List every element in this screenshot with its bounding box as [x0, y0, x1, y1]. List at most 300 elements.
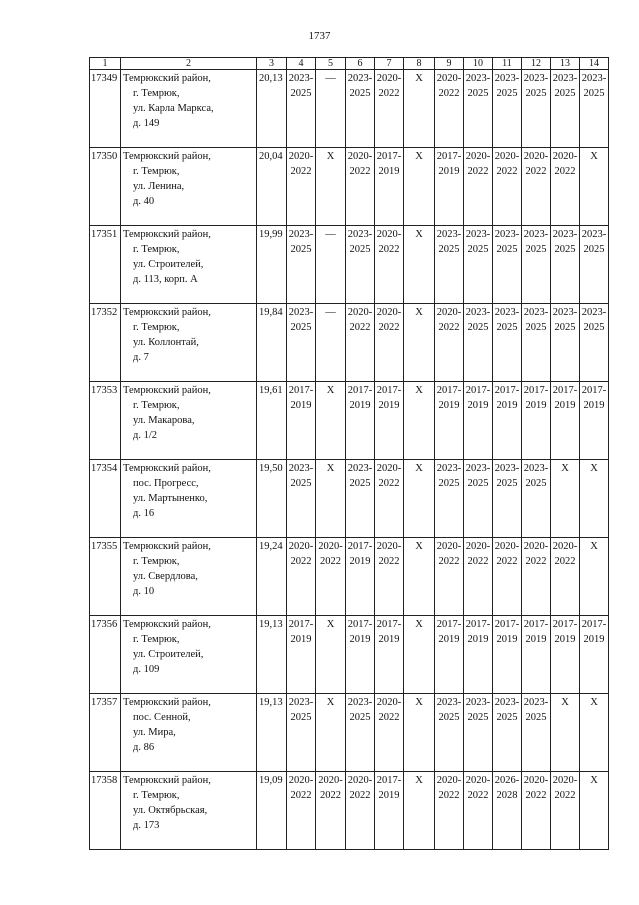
period-part: 2017-: [376, 775, 402, 786]
period-part: 2025: [525, 478, 547, 489]
period-part: 2022: [320, 790, 341, 801]
period-part: 2020-: [523, 151, 549, 162]
address-line: д. 149: [133, 118, 160, 129]
period-cell: [287, 382, 316, 460]
period-cell: [346, 694, 375, 772]
address-cell: [121, 304, 257, 382]
column-header: 5: [316, 58, 346, 70]
period-part: 2023-: [581, 307, 607, 318]
period-cell: [287, 538, 316, 616]
period-part: 2022: [525, 166, 547, 177]
period-cell: [522, 772, 551, 850]
period-part: Х: [415, 151, 423, 162]
period-cell: [404, 772, 435, 850]
period-cell: [493, 460, 522, 538]
period-cell: [464, 460, 493, 538]
record-number: 17350: [90, 148, 121, 226]
period-part: 2023-: [523, 307, 549, 318]
period-part: 2022: [554, 166, 576, 177]
area-cell: 19,99: [257, 226, 287, 304]
period-part: 2023-: [494, 229, 520, 240]
address-line: ул. Ленина,: [133, 181, 185, 192]
period-part: 2023-: [581, 73, 607, 84]
period-part: 2023-: [288, 463, 314, 474]
period-cell: [316, 70, 346, 148]
period-cell: [493, 538, 522, 616]
period-cell: [493, 304, 522, 382]
period-cell: [522, 460, 551, 538]
period-part: 2020-: [523, 541, 549, 552]
period-part: 2020-: [347, 151, 373, 162]
period-part: 2019: [349, 400, 371, 411]
address-line: д. 86: [133, 742, 155, 753]
period-cell: [522, 382, 551, 460]
period-cell: [287, 772, 316, 850]
period-part: 2020-: [552, 151, 578, 162]
period-part: 2019: [438, 166, 460, 177]
period-part: 2025: [467, 712, 489, 723]
period-part: 2022: [438, 88, 460, 99]
period-cell: [580, 538, 609, 616]
period-part: 2022: [467, 790, 489, 801]
period-cell: [551, 148, 580, 226]
period-cell: [375, 616, 404, 694]
period-part: 2025: [290, 478, 312, 489]
period-part: 2025: [496, 322, 518, 333]
period-cell: [287, 70, 316, 148]
column-header: 2: [121, 58, 257, 70]
address-line: Темрюкский район,: [123, 73, 211, 84]
period-part: Х: [561, 697, 569, 708]
period-part: 2020-: [288, 151, 314, 162]
period-part: 2023-: [288, 73, 314, 84]
period-part: 2022: [438, 322, 460, 333]
period-part: 2020-: [288, 541, 314, 552]
period-part: 2025: [554, 322, 576, 333]
period-cell: [375, 538, 404, 616]
period-part: 2019: [583, 400, 605, 411]
period-part: 2017-: [436, 619, 462, 630]
period-cell: [346, 70, 375, 148]
period-cell: [375, 70, 404, 148]
period-cell: [404, 616, 435, 694]
period-part: 2028: [496, 790, 518, 801]
period-part: Х: [415, 385, 423, 396]
column-header: 14: [580, 58, 609, 70]
period-cell: [375, 382, 404, 460]
period-cell: [464, 694, 493, 772]
period-part: 2025: [525, 712, 547, 723]
period-part: 2019: [378, 790, 400, 801]
period-cell: [375, 226, 404, 304]
period-part: 2020-: [436, 73, 462, 84]
address-line: ул. Коллонтай,: [133, 337, 199, 348]
column-header: 3: [257, 58, 287, 70]
address-line: Темрюкский район,: [123, 463, 211, 474]
column-header: 13: [551, 58, 580, 70]
period-cell: [464, 226, 493, 304]
period-part: 2023-: [465, 697, 491, 708]
table-row: [90, 694, 609, 772]
period-part: Х: [415, 619, 423, 630]
area-cell: 19,61: [257, 382, 287, 460]
period-cell: [551, 772, 580, 850]
period-part: Х: [415, 307, 423, 318]
period-cell: [551, 226, 580, 304]
address-line: Темрюкский район,: [123, 775, 211, 786]
period-part: 2020-: [376, 541, 402, 552]
period-part: 2017-: [288, 385, 314, 396]
period-part: 2017-: [347, 541, 373, 552]
address-line: пос. Сенной,: [133, 712, 191, 723]
period-part: 2025: [525, 88, 547, 99]
period-part: 2019: [438, 400, 460, 411]
period-cell: [464, 538, 493, 616]
period-cell: [346, 616, 375, 694]
period-cell: [551, 694, 580, 772]
period-part: 2019: [349, 634, 371, 645]
address-line: ул. Мира,: [133, 727, 176, 738]
period-part: 2020-: [376, 697, 402, 708]
record-number: 17354: [90, 460, 121, 538]
period-cell: [316, 226, 346, 304]
period-cell: [346, 304, 375, 382]
period-cell: [316, 538, 346, 616]
address-line: д. 173: [133, 820, 160, 831]
period-part: 2019: [554, 400, 576, 411]
period-cell: [580, 148, 609, 226]
address-line: ул. Свердлова,: [133, 571, 198, 582]
period-part: 2020-: [376, 463, 402, 474]
period-cell: [493, 694, 522, 772]
period-cell: [375, 694, 404, 772]
period-part: 2017-: [523, 619, 549, 630]
period-part: Х: [326, 619, 335, 630]
period-part: 2019: [496, 634, 518, 645]
period-cell: [580, 694, 609, 772]
period-part: 2022: [349, 322, 371, 333]
period-part: 2020-: [347, 775, 373, 786]
period-part: 2019: [525, 634, 547, 645]
address-line: ул. Строителей,: [133, 649, 204, 660]
period-part: 2019: [525, 400, 547, 411]
period-part: 2025: [525, 244, 547, 255]
period-cell: [346, 460, 375, 538]
area-cell: 19,13: [257, 694, 287, 772]
address-line: д. 1/2: [133, 430, 158, 441]
period-part: Х: [561, 463, 569, 474]
period-part: 2019: [290, 400, 312, 411]
period-part: 2022: [378, 712, 400, 723]
period-part: 2017-: [581, 619, 607, 630]
period-part: Х: [590, 541, 598, 552]
address-line: Темрюкский район,: [123, 307, 211, 318]
period-part: 2022: [438, 556, 460, 567]
address-cell: [121, 70, 257, 148]
area-cell: 19,24: [257, 538, 287, 616]
period-cell: [435, 226, 464, 304]
area-cell: 19,50: [257, 460, 287, 538]
period-cell: [346, 148, 375, 226]
period-part: 2023-: [552, 73, 578, 84]
period-cell: [287, 148, 316, 226]
period-cell: [404, 382, 435, 460]
period-cell: [464, 772, 493, 850]
address-line: Темрюкский район,: [123, 229, 211, 240]
period-part: 2025: [467, 322, 489, 333]
period-part: 2017-: [494, 619, 520, 630]
table-row: [90, 460, 609, 538]
period-cell: [287, 616, 316, 694]
period-part: 2017-: [552, 619, 578, 630]
record-number: 17357: [90, 694, 121, 772]
period-part: 2023-: [347, 229, 373, 240]
period-part: 2017-: [288, 619, 314, 630]
period-part: 2022: [349, 166, 371, 177]
column-number-row: [90, 58, 609, 70]
period-cell: [551, 460, 580, 538]
period-part: 2022: [349, 790, 371, 801]
period-cell: [493, 226, 522, 304]
period-part: 2025: [496, 478, 518, 489]
column-header: 10: [464, 58, 493, 70]
period-cell: [551, 304, 580, 382]
period-cell: [435, 616, 464, 694]
column-header: 1: [90, 58, 121, 70]
period-part: 2025: [467, 244, 489, 255]
period-part: 2020-: [436, 541, 462, 552]
period-part: 2022: [467, 166, 489, 177]
period-cell: [522, 226, 551, 304]
period-cell: [346, 382, 375, 460]
period-part: 2022: [378, 556, 400, 567]
period-cell: [551, 616, 580, 694]
period-cell: [346, 538, 375, 616]
period-part: 2022: [438, 790, 460, 801]
period-part: 2023-: [465, 229, 491, 240]
record-number: 17353: [90, 382, 121, 460]
period-cell: [522, 616, 551, 694]
period-part: 2020-: [465, 541, 491, 552]
period-part: 2026-: [494, 775, 520, 786]
period-cell: [316, 694, 346, 772]
period-cell: [493, 616, 522, 694]
period-cell: [580, 460, 609, 538]
period-cell: [435, 460, 464, 538]
record-number: 17351: [90, 226, 121, 304]
address-line: ул. Макарова,: [133, 415, 195, 426]
period-part: 2019: [467, 400, 489, 411]
period-part: 2019: [378, 166, 400, 177]
period-part: 2020-: [288, 775, 314, 786]
period-part: 2025: [349, 712, 371, 723]
period-part: 2025: [583, 322, 605, 333]
period-cell: [375, 148, 404, 226]
period-cell: [580, 70, 609, 148]
period-cell: [435, 382, 464, 460]
period-part: 2025: [583, 244, 605, 255]
period-cell: [580, 226, 609, 304]
period-cell: [522, 304, 551, 382]
period-part: 2019: [496, 400, 518, 411]
period-part: 2017-: [581, 385, 607, 396]
period-part: 2017-: [523, 385, 549, 396]
period-part: 2023-: [347, 697, 373, 708]
period-part: 2025: [467, 88, 489, 99]
period-part: 2025: [290, 322, 312, 333]
period-part: 2017-: [347, 385, 373, 396]
period-cell: [435, 304, 464, 382]
period-part: —: [325, 229, 336, 240]
period-cell: [287, 304, 316, 382]
period-cell: [404, 538, 435, 616]
period-part: 2017-: [376, 619, 402, 630]
table-row: [90, 70, 609, 148]
period-cell: [493, 148, 522, 226]
period-part: 2023-: [494, 73, 520, 84]
table-row: [90, 148, 609, 226]
address-cell: [121, 148, 257, 226]
period-part: 2025: [290, 712, 312, 723]
period-cell: [375, 304, 404, 382]
period-part: 2023-: [494, 463, 520, 474]
period-part: 2023-: [465, 307, 491, 318]
period-part: 2020-: [376, 73, 402, 84]
period-part: 2025: [525, 322, 547, 333]
period-part: 2022: [290, 556, 312, 567]
address-line: д. 7: [133, 352, 149, 363]
period-cell: [404, 148, 435, 226]
period-part: 2025: [496, 712, 518, 723]
record-number: 17356: [90, 616, 121, 694]
period-part: 2023-: [436, 697, 462, 708]
period-part: 2023-: [347, 73, 373, 84]
period-part: 2019: [349, 556, 371, 567]
address-cell: [121, 616, 257, 694]
period-part: 2017-: [347, 619, 373, 630]
address-line: д. 40: [133, 196, 155, 207]
period-part: Х: [590, 775, 598, 786]
record-number: 17352: [90, 304, 121, 382]
address-line: д. 109: [133, 664, 160, 675]
period-cell: [346, 772, 375, 850]
period-part: 2022: [290, 790, 312, 801]
column-header: 8: [404, 58, 435, 70]
period-cell: [404, 226, 435, 304]
address-line: Темрюкский район,: [123, 385, 211, 396]
address-line: г. Темрюк,: [133, 322, 180, 333]
period-part: 2022: [378, 88, 400, 99]
period-cell: [435, 148, 464, 226]
period-part: Х: [415, 541, 423, 552]
period-part: 2019: [583, 634, 605, 645]
period-part: 2023-: [288, 229, 314, 240]
period-cell: [287, 694, 316, 772]
period-cell: [375, 772, 404, 850]
period-part: 2022: [378, 322, 400, 333]
period-part: Х: [415, 463, 423, 474]
address-cell: [121, 538, 257, 616]
address-cell: [121, 382, 257, 460]
period-part: Х: [415, 229, 423, 240]
period-part: 2019: [378, 400, 400, 411]
period-part: 2025: [290, 88, 312, 99]
period-cell: [580, 616, 609, 694]
address-line: г. Темрюк,: [133, 166, 180, 177]
period-cell: [316, 616, 346, 694]
period-part: 2019: [554, 634, 576, 645]
address-line: г. Темрюк,: [133, 88, 180, 99]
period-part: 2023-: [288, 697, 314, 708]
period-part: 2023-: [523, 229, 549, 240]
period-cell: [580, 304, 609, 382]
table-row: [90, 226, 609, 304]
period-part: 2020-: [347, 307, 373, 318]
period-cell: [522, 70, 551, 148]
period-part: 2017-: [465, 385, 491, 396]
address-cell: [121, 460, 257, 538]
period-part: 2019: [378, 634, 400, 645]
period-part: 2025: [438, 712, 460, 723]
column-header: 9: [435, 58, 464, 70]
period-part: —: [325, 307, 336, 318]
column-header: 4: [287, 58, 316, 70]
period-cell: [287, 226, 316, 304]
period-part: 2019: [438, 634, 460, 645]
table-row: [90, 538, 609, 616]
period-cell: [493, 70, 522, 148]
area-cell: 20,04: [257, 148, 287, 226]
address-line: г. Темрюк,: [133, 556, 180, 567]
period-part: 2023-: [436, 463, 462, 474]
period-cell: [522, 148, 551, 226]
address-line: Темрюкский район,: [123, 697, 211, 708]
period-part: 2025: [496, 88, 518, 99]
period-part: 2017-: [436, 151, 462, 162]
period-part: 2020-: [552, 541, 578, 552]
address-cell: [121, 772, 257, 850]
address-line: ул. Карла Маркса,: [133, 103, 214, 114]
period-cell: [551, 382, 580, 460]
period-part: —: [325, 73, 336, 84]
period-part: 2023-: [523, 73, 549, 84]
period-part: 2023-: [465, 73, 491, 84]
column-header: 11: [493, 58, 522, 70]
period-cell: [522, 538, 551, 616]
period-cell: [493, 382, 522, 460]
period-part: 2019: [290, 634, 312, 645]
period-part: 2022: [496, 556, 518, 567]
period-part: 2020-: [376, 229, 402, 240]
period-cell: [435, 772, 464, 850]
table-row: [90, 616, 609, 694]
address-line: д. 113, корп. А: [133, 274, 198, 285]
period-part: Х: [590, 463, 598, 474]
address-line: Темрюкский район,: [123, 541, 211, 552]
period-part: Х: [326, 697, 335, 708]
record-number: 17355: [90, 538, 121, 616]
register-table: [89, 57, 609, 850]
period-cell: [551, 70, 580, 148]
period-cell: [435, 70, 464, 148]
period-part: 2017-: [552, 385, 578, 396]
period-part: 2020-: [436, 775, 462, 786]
address-line: д. 16: [133, 508, 155, 519]
period-cell: [375, 460, 404, 538]
period-part: 2025: [290, 244, 312, 255]
period-part: 2025: [438, 478, 460, 489]
address-line: ул. Мартыненко,: [133, 493, 208, 504]
